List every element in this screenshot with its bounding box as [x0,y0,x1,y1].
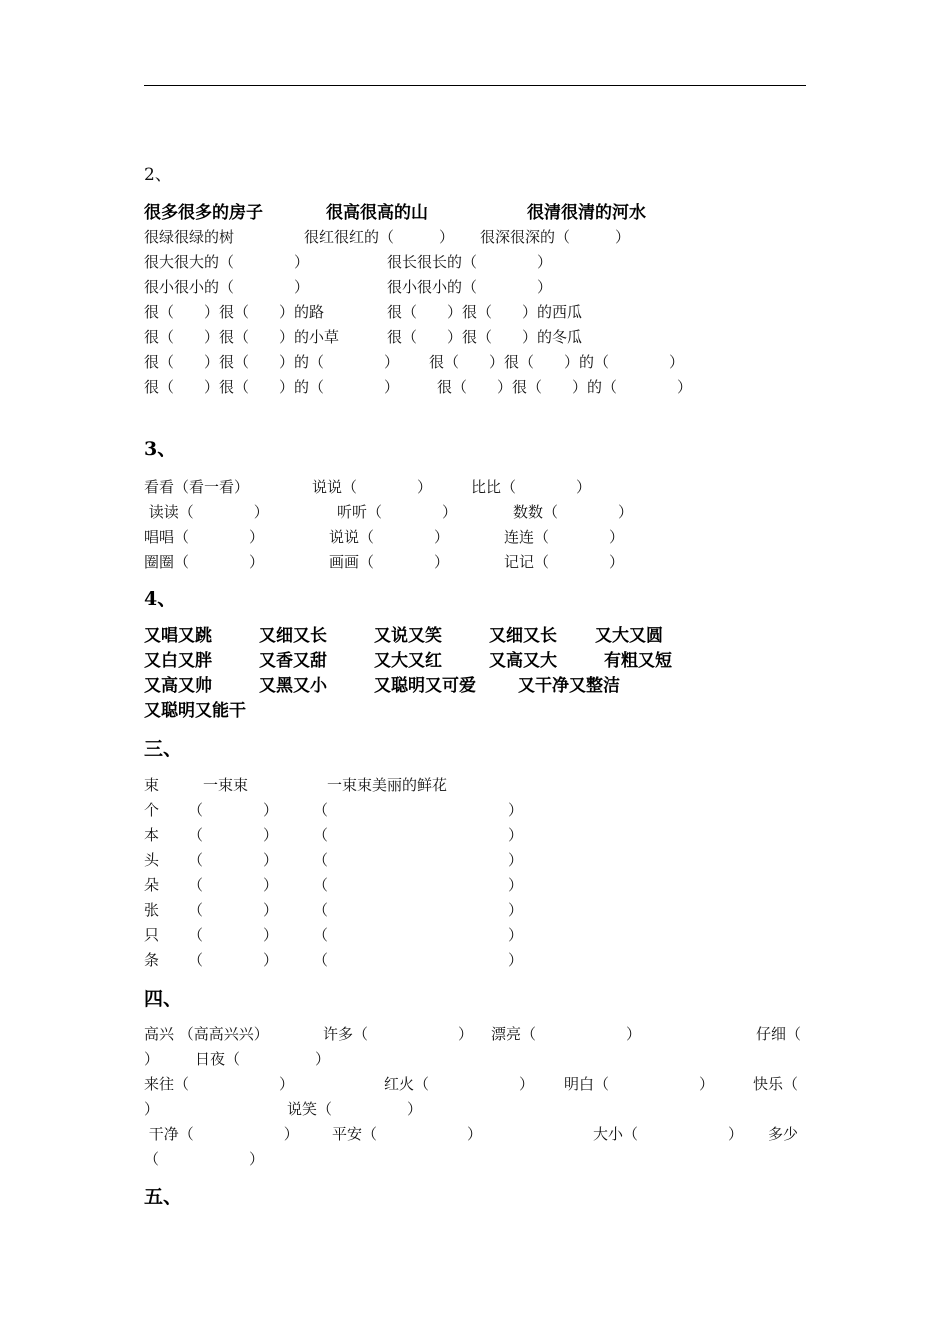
exercise-item: 多少 [768,1125,799,1143]
exercise-item: 很小很小的（ ） [387,278,553,296]
exercise-item: 很（ ）很（ ）的小草 [144,328,340,346]
exercise-item: 看看（看一看） [144,478,250,496]
exercise-item: 大小（ ） [593,1125,744,1143]
exercise-item: 快乐（ [753,1075,799,1093]
exercise-item: 平安（ ） [332,1125,483,1143]
section-4-heading: 4、 [144,588,177,610]
blank-slot: （ ） [188,851,279,869]
bold-phrase: 很清很清的河水 [527,203,646,223]
exercise-item: 唱唱（ ） [144,528,265,546]
exercise-item: 仔细（ [756,1025,802,1043]
exercise-item: 很（ ）很（ ）的（ ） [437,378,693,396]
blank-slot: （ ） [313,826,524,844]
exercise-item: 数数（ ） [513,503,634,521]
blank-slot: （ ） [188,876,279,894]
exercise-item: 明白（ ） [564,1075,715,1093]
section-2-heading: 2、 [144,165,172,185]
exercise-item: 读读（ ） [144,503,269,521]
exercise-item: 很（ ）很（ ）的（ ） [429,353,685,371]
bold-phrase: 又黑又小 [259,676,327,696]
exercise-item: 说笑（ ） [287,1100,423,1118]
exercise-item: ） [144,1100,160,1118]
exercise-item: 漂亮（ ） [491,1025,642,1043]
bold-phrase: 又高又大 [489,651,557,671]
exercise-item: 记记（ ） [504,553,625,571]
blank-slot: （ ） [313,851,524,869]
exercise-item: 很大很大的（ ） [144,253,310,271]
exercise-item: 一束束美丽的鲜花 [327,776,448,794]
exercise-item: 日夜（ ） [195,1050,331,1068]
exercise-item: 许多（ ） [323,1025,474,1043]
bold-phrase: 又大又圆 [595,626,663,646]
exercise-item: ） [144,1050,160,1068]
header-rule [144,85,806,86]
blank-slot: （ ） [313,901,524,919]
blank-slot: （ ） [188,801,279,819]
bold-phrase: 又高又帅 [144,676,212,696]
exercise-item: 很绿很绿的树 [144,228,235,246]
bold-phrase: 又聪明又能干 [144,701,246,721]
measure-word: 头 [144,851,160,869]
exercise-item: 说说（ ） [329,528,450,546]
exercise-item: 干净（ ） [144,1125,299,1143]
exercise-item: 红火（ ） [384,1075,535,1093]
measure-word: 束 [144,776,160,794]
section-four-heading: 四、 [144,988,183,1010]
blank-slot: （ ） [188,951,279,969]
measure-word: 本 [144,826,160,844]
exercise-item: 一束束 [203,776,249,794]
section-3-heading: 3、 [144,438,177,460]
exercise-item: 圈圈（ ） [144,553,265,571]
exercise-item: 比比（ ） [471,478,592,496]
exercise-item: 高兴 （高高兴兴） [144,1025,269,1043]
exercise-item: 画画（ ） [329,553,450,571]
section-three-heading: 三、 [144,738,183,760]
bold-phrase: 又干净又整洁 [518,676,620,696]
blank-slot: （ ） [188,926,279,944]
exercise-item: 很（ ）很（ ）的路 [144,303,325,321]
exercise-item: 很红很红的（ ） [304,228,455,246]
measure-word: 朵 [144,876,160,894]
blank-slot: （ ） [313,951,524,969]
bold-phrase: 又唱又跳 [144,626,212,646]
measure-word: 条 [144,951,160,969]
blank-slot: （ ） [313,801,524,819]
measure-word: 张 [144,901,160,919]
bold-phrase: 很高很高的山 [326,203,428,223]
bold-phrase: 又白又胖 [144,651,212,671]
measure-word: 只 [144,926,160,944]
bold-phrase: 很多很多的房子 [144,203,263,223]
exercise-item: 很小很小的（ ） [144,278,310,296]
bold-phrase: 又细又长 [259,626,327,646]
blank-slot: （ ） [188,901,279,919]
exercise-item: 来往（ ） [144,1075,295,1093]
blank-slot: （ ） [188,826,279,844]
exercise-item: 听听（ ） [337,503,458,521]
bold-phrase: 又香又甜 [259,651,327,671]
blank-slot: （ ） [313,926,524,944]
exercise-item: 很（ ）很（ ）的（ ） [144,353,400,371]
bold-phrase: 又大又红 [374,651,442,671]
exercise-item: 很深很深的（ ） [480,228,631,246]
bold-phrase: 又聪明又可爱 [374,676,476,696]
exercise-item: 连连（ ） [504,528,625,546]
bold-phrase: 有粗又短 [604,651,672,671]
exercise-item: 说说（ ） [312,478,433,496]
exercise-item: 很长很长的（ ） [387,253,553,271]
section-five-heading: 五、 [144,1186,183,1208]
measure-word: 个 [144,801,160,819]
exercise-item: 很（ ）很（ ）的冬瓜 [387,328,583,346]
exercise-item: （ ） [144,1150,265,1168]
bold-phrase: 又细又长 [489,626,557,646]
blank-slot: （ ） [313,876,524,894]
exercise-item: 很（ ）很（ ）的（ ） [144,378,400,396]
bold-phrase: 又说又笑 [374,626,442,646]
exercise-item: 很（ ）很（ ）的西瓜 [387,303,583,321]
